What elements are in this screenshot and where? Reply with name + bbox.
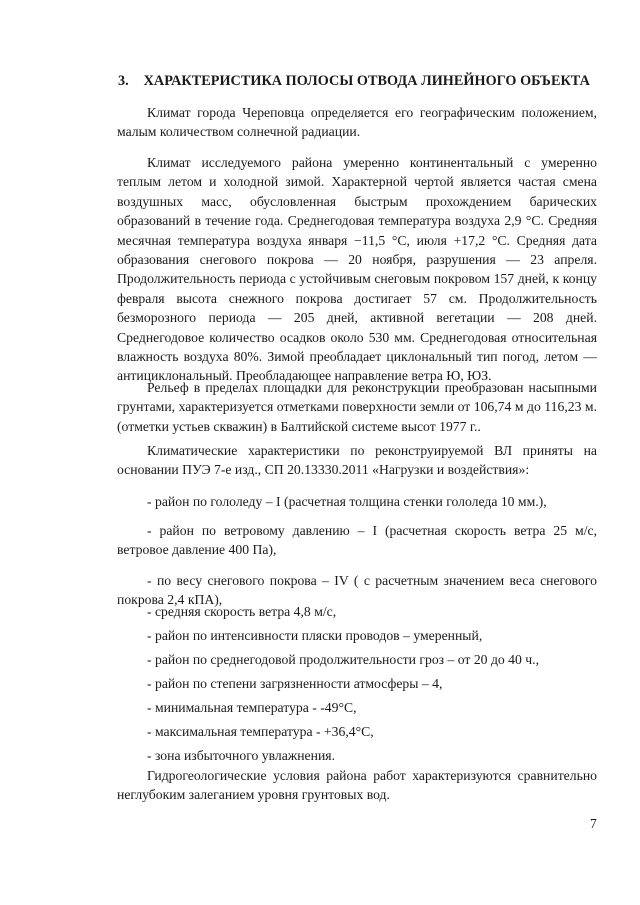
- paragraph-climate-details: Климат исследуемого района умеренно континентальный с умеренно теплым летом и холодной зимой. Характерной чертой является частая смена воздушных масс, обусловленная быстрым прохождением барических образований в течение года. Среднегодовая температура воздуха 2,9 °С. Средняя месячная температура воздуха января −11,5 °С, июля +17,2 °С. Средняя дата образования снегового покрова — 20 ноября, разрушения — 23 апреля. Продолжительность периода с устойчивым снеговым покровом 157 дней, к концу февраля высота снежного покрова достигает 57 см. Продолжительность безморозного периода — 205 дней, активной вегетации — 208 дней. Среднегодовое количество осадков около 530 мм. Среднегодовая относительная влажность воздуха 80%. Зимой преобладает циклональный тип погод, летом — антициклональный. Преобладающее направление ветра Ю, ЮЗ.: [117, 155, 597, 384]
- list-item: - район по среднегодовой продолжительности гроз – от 20 до 40 ч.,: [147, 652, 540, 667]
- paragraph-climate-intro: Климат города Череповца определяется его географическим положением, малым количеством солнечной радиации.: [117, 105, 597, 140]
- list-item: - максимальная температура - +36,4°С,: [147, 724, 374, 739]
- section-title: ХАРАКТЕРИСТИКА ПОЛОСЫ ОТВОДА ЛИНЕЙНОГО ОБЪЕКТА: [143, 73, 590, 89]
- list-item: - район по интенсивности пляски проводов – умеренный,: [147, 628, 483, 643]
- page-number: 7: [590, 816, 597, 831]
- list-item: - район по гололеду – I (расчетная толщина стенки гололеда 10 мм.),: [147, 494, 547, 509]
- list-item: - по весу снегового покрова – IV ( с расчетным значением веса снегового покрова 2,4 кПА),: [117, 573, 597, 608]
- section-number: 3.: [118, 73, 129, 89]
- list-item: - минимальная температура - -49°С,: [147, 700, 357, 715]
- paragraph-relief: Рельеф в пределах площадки для реконструкции преобразован насыпными грунтами, характеризуется отметками поверхности земли от 106,74 м до 116,23 м. (отметки устьев скважин) в Балтийской системе высот 1977 г..: [117, 380, 597, 434]
- list-item: - район по степени загрязненности атмосферы – 4,: [147, 676, 443, 691]
- section-heading: [118, 73, 590, 90]
- list-item: - зона избыточного увлажнения.: [147, 748, 336, 763]
- paragraph-hydrogeology: Гидрогеологические условия района работ характеризуются сравнительно неглубоким залеганием уровня грунтовых вод.: [117, 768, 597, 803]
- list-item: - средняя скорость ветра 4,8 м/с,: [147, 604, 337, 619]
- paragraph-climate-characteristics: Климатические характеристики по реконструируемой ВЛ приняты на основании ПУЭ 7-е изд., СП 20.13330.2011 «Нагрузки и воздействия»:: [117, 443, 597, 478]
- list-item: - район по ветровому давлению – I (расчетная скорость ветра 25 м/с, ветровое давление 400 Па),: [117, 523, 597, 558]
